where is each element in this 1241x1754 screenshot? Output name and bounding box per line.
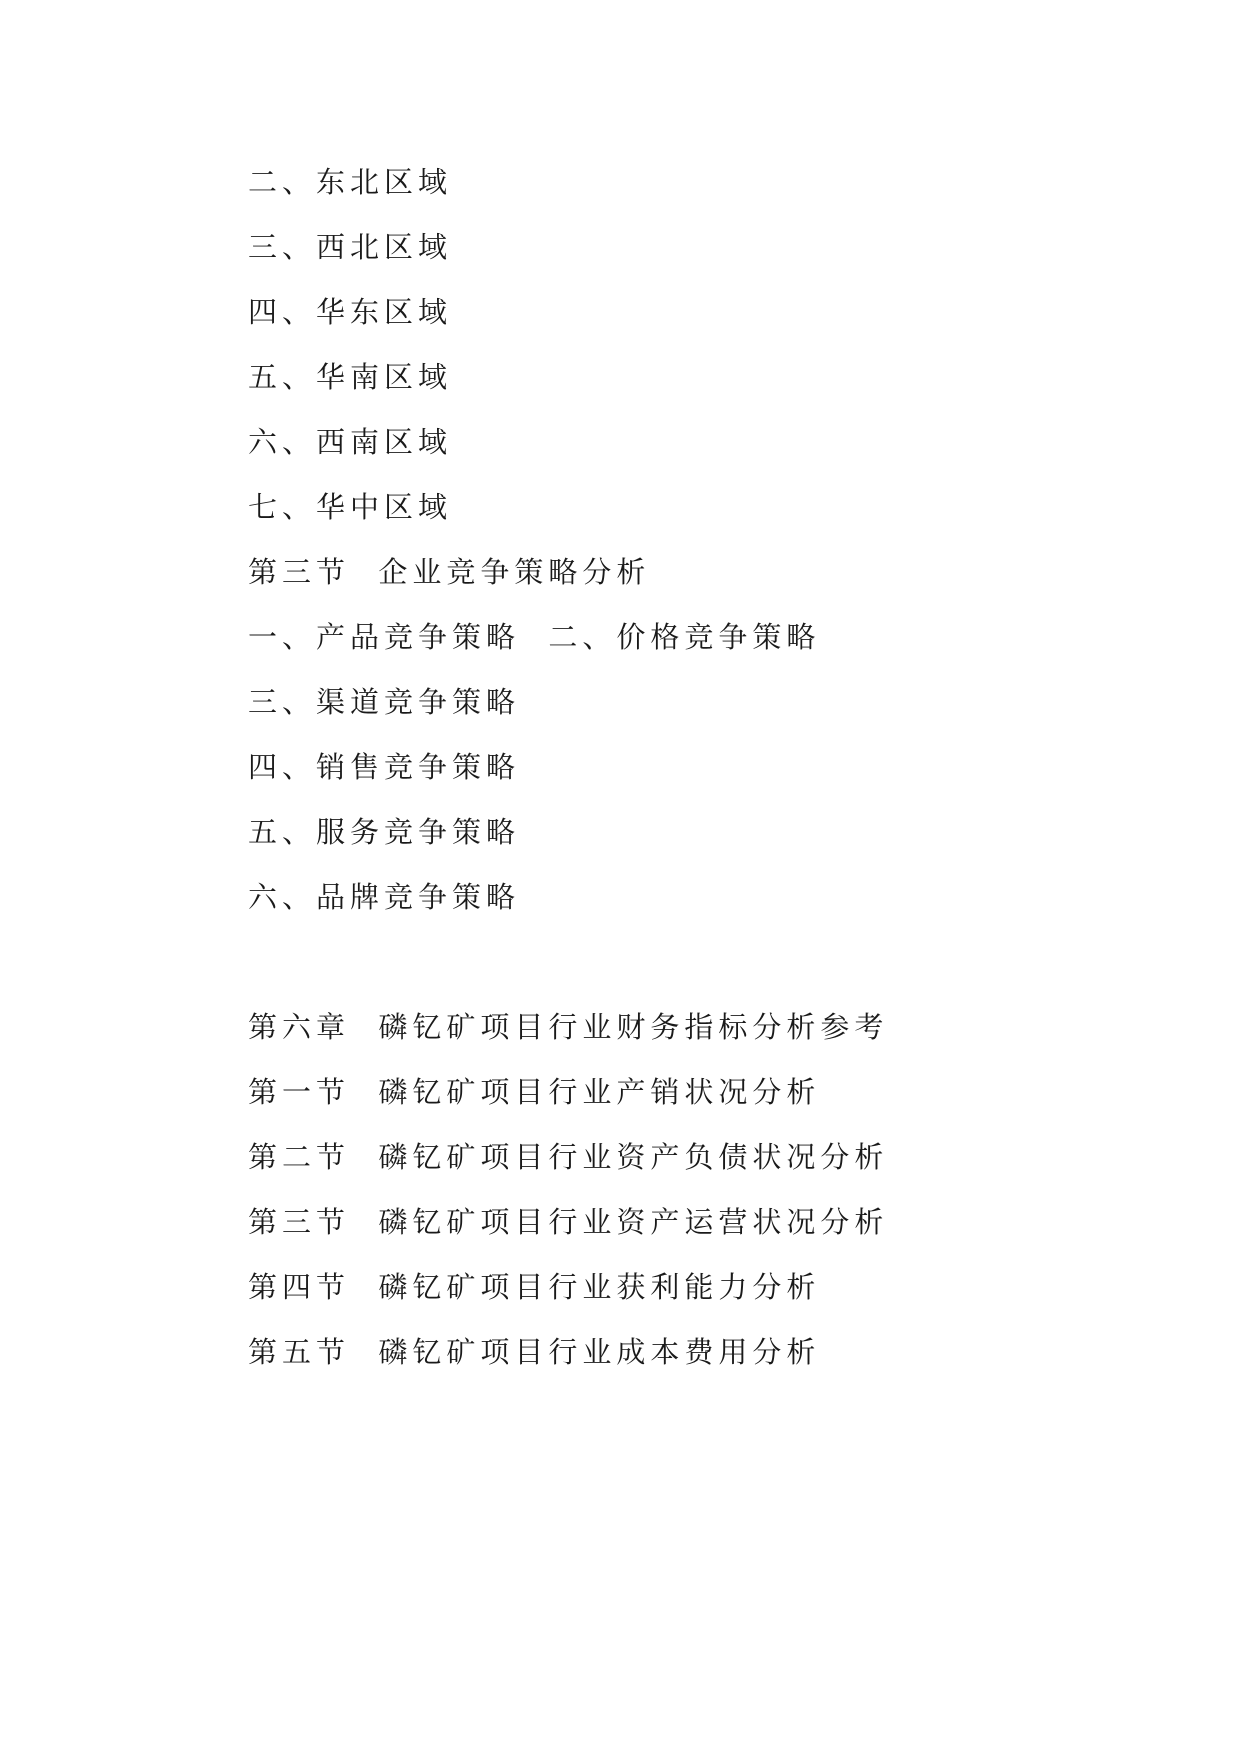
toc-entry: 六、西南区域: [248, 425, 453, 459]
toc-entry: 二、东北区域: [248, 165, 453, 199]
toc-entry: 三、渠道竞争策略: [248, 685, 521, 719]
toc-section-heading: 第三节 企业竞争策略分析: [248, 555, 651, 589]
toc-section-heading: 第二节 磷钇矿项目行业资产负债状况分析: [248, 1140, 889, 1174]
toc-chapter-heading: 第六章 磷钇矿项目行业财务指标分析参考: [248, 1010, 889, 1044]
toc-section-heading: 第四节 磷钇矿项目行业获利能力分析: [248, 1270, 821, 1304]
toc-entry: 一、产品竞争策略 二、价格竞争策略: [248, 620, 821, 654]
toc-section-heading: 第五节 磷钇矿项目行业成本费用分析: [248, 1335, 821, 1369]
toc-entry: 六、品牌竞争策略: [248, 880, 521, 914]
toc-entry: 五、华南区域: [248, 360, 453, 394]
toc-entry: 五、服务竞争策略: [248, 815, 521, 849]
toc-entry: 七、华中区域: [248, 490, 453, 524]
toc-entry: 四、华东区域: [248, 295, 453, 329]
toc-entry: 三、西北区域: [248, 230, 453, 264]
toc-section-heading: 第一节 磷钇矿项目行业产销状况分析: [248, 1075, 821, 1109]
toc-section-heading: 第三节 磷钇矿项目行业资产运营状况分析: [248, 1205, 889, 1239]
toc-entry: 四、销售竞争策略: [248, 750, 521, 784]
